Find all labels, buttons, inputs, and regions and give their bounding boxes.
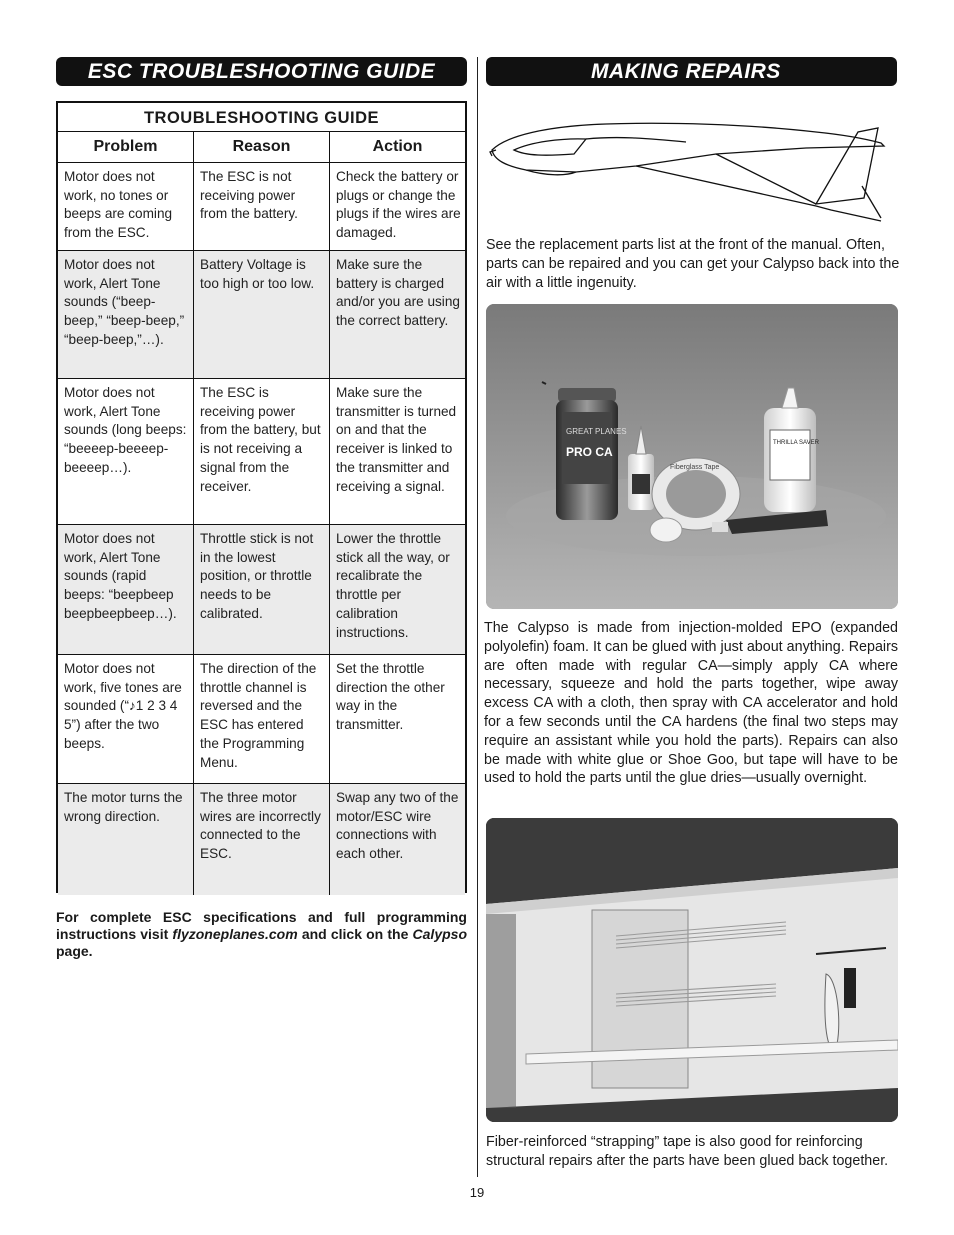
reason-cell: The ESC is not receiving power from the battery. [194, 163, 330, 250]
note-text-2: and click on the [297, 926, 413, 942]
photo-label-brand: GREAT PLANES [566, 427, 627, 436]
adhesives-photo [486, 304, 898, 609]
table-title: TROUBLESHOOTING GUIDE [58, 103, 465, 132]
troubleshooting-table [56, 101, 467, 893]
problem-cell: The motor turns the wrong direction. [58, 784, 194, 895]
header-action: Action [372, 138, 423, 155]
table-row [58, 525, 465, 655]
table-row [58, 655, 465, 784]
table-header-row [58, 132, 465, 163]
action-cell: Swap any two of the motor/ESC wire connections with each other. [336, 790, 459, 862]
esc-specifications-note [56, 909, 467, 960]
making-repairs-title: MAKING REPAIRS [591, 60, 781, 83]
making-repairs-banner [486, 57, 897, 86]
header-reason: Reason [194, 132, 330, 162]
note-text-1: For complete ESC specifications and full programming instructions visit [56, 909, 467, 942]
reason-cell: Battery Voltage is too high or too low. [194, 251, 330, 378]
esc-troubleshooting-banner: ESC TROUBLESHOOTING GUIDE [56, 57, 467, 86]
problem-cell: Motor does not work, Alert Tone sounds (long beeps: “beeeep-beeeep-beeeep…). [58, 379, 194, 524]
foam-repair-paragraph: The Calypso is made from injection-molded EPO (expanded polyolefin) foam. It can be glued with just about anything. Repairs are often made with regular CA—simply apply CA where necessary, squeeze and hold the parts together, wipe away excess CA with a cloth, then spray with CA accelerator and hold for a few seconds until the CA hardens (the final two steps may require an assistant while you hold the parts). Repairs can also be made with white glue or Shoe Goo, but tape will have to be used to hold the parts until the glue dries—usually overnight. [484, 620, 898, 787]
action-cell: Lower the throttle stick all the way, or recalibrate the throttle per calibration instructions. [336, 531, 450, 640]
adhesives-photo-drawing [486, 304, 898, 609]
strapping-tape-paragraph: Fiber-reinforced “strapping” tape is also good for reinforcing structural repairs after the parts have been glued back together. [486, 1134, 889, 1169]
table-row [58, 379, 465, 525]
header-problem: Problem [58, 132, 194, 162]
glider-line-drawing [486, 106, 891, 226]
wing-repair-photo [486, 818, 898, 1122]
photo-label-tape: Fiberglass Tape [670, 464, 720, 471]
reason-cell: Throttle stick is not in the lowest position, or throttle needs to be calibrated. [194, 525, 330, 654]
action-cell: Make sure the transmitter is turned on and that the receiver is linked to the transmitter and receiving a signal. [336, 385, 457, 494]
problem-cell: Motor does not work, five tones are sounded (“♪1 2 3 4 5”) after the two beeps. [58, 655, 194, 783]
note-text-3: page. [56, 943, 93, 959]
photo-label-activator: PRO CA [566, 445, 613, 459]
model-name: Calypso [412, 926, 467, 942]
problem-cell: Motor does not work, no tones or beeps are coming from the ESC. [58, 163, 194, 250]
problem-cell: Motor does not work, Alert Tone sounds (“beep-beep,” “beep-beep,” “beep-beep,”…). [58, 251, 194, 378]
action-cell: Set the throttle direction the other way in the transmitter. [336, 661, 445, 733]
table-row [58, 251, 465, 379]
replacement-parts-paragraph: See the replacement parts list at the front of the manual. Often, parts can be repaired and you can get your Calypso back into the air with a little ingenuity. [486, 237, 900, 291]
page-number: 19 [469, 1185, 485, 1200]
table-row [58, 784, 465, 895]
problem-cell: Motor does not work, Alert Tone sounds (rapid beeps: “beepbeep beepbeepbeep…). [58, 525, 194, 654]
table-row [58, 163, 465, 251]
photo-label-bottle: THRILLA SAVER [773, 440, 819, 446]
reason-cell: The direction of the throttle channel is reversed and the ESC has entered the Programming Menu. [194, 655, 330, 783]
website-link[interactable]: flyzoneplanes.com [172, 926, 298, 942]
column-divider [477, 57, 478, 1177]
action-cell: Make sure the battery is charged and/or you are using the correct battery. [336, 257, 460, 329]
reason-cell: The three motor wires are incorrectly connected to the ESC. [194, 784, 330, 895]
reason-cell: The ESC is receiving power from the battery, but is not receiving a signal from the receiver. [194, 379, 330, 524]
action-cell: Check the battery or plugs or change the plugs if the wires are damaged. [336, 169, 461, 241]
wing-repair-photo-drawing [486, 818, 898, 1122]
